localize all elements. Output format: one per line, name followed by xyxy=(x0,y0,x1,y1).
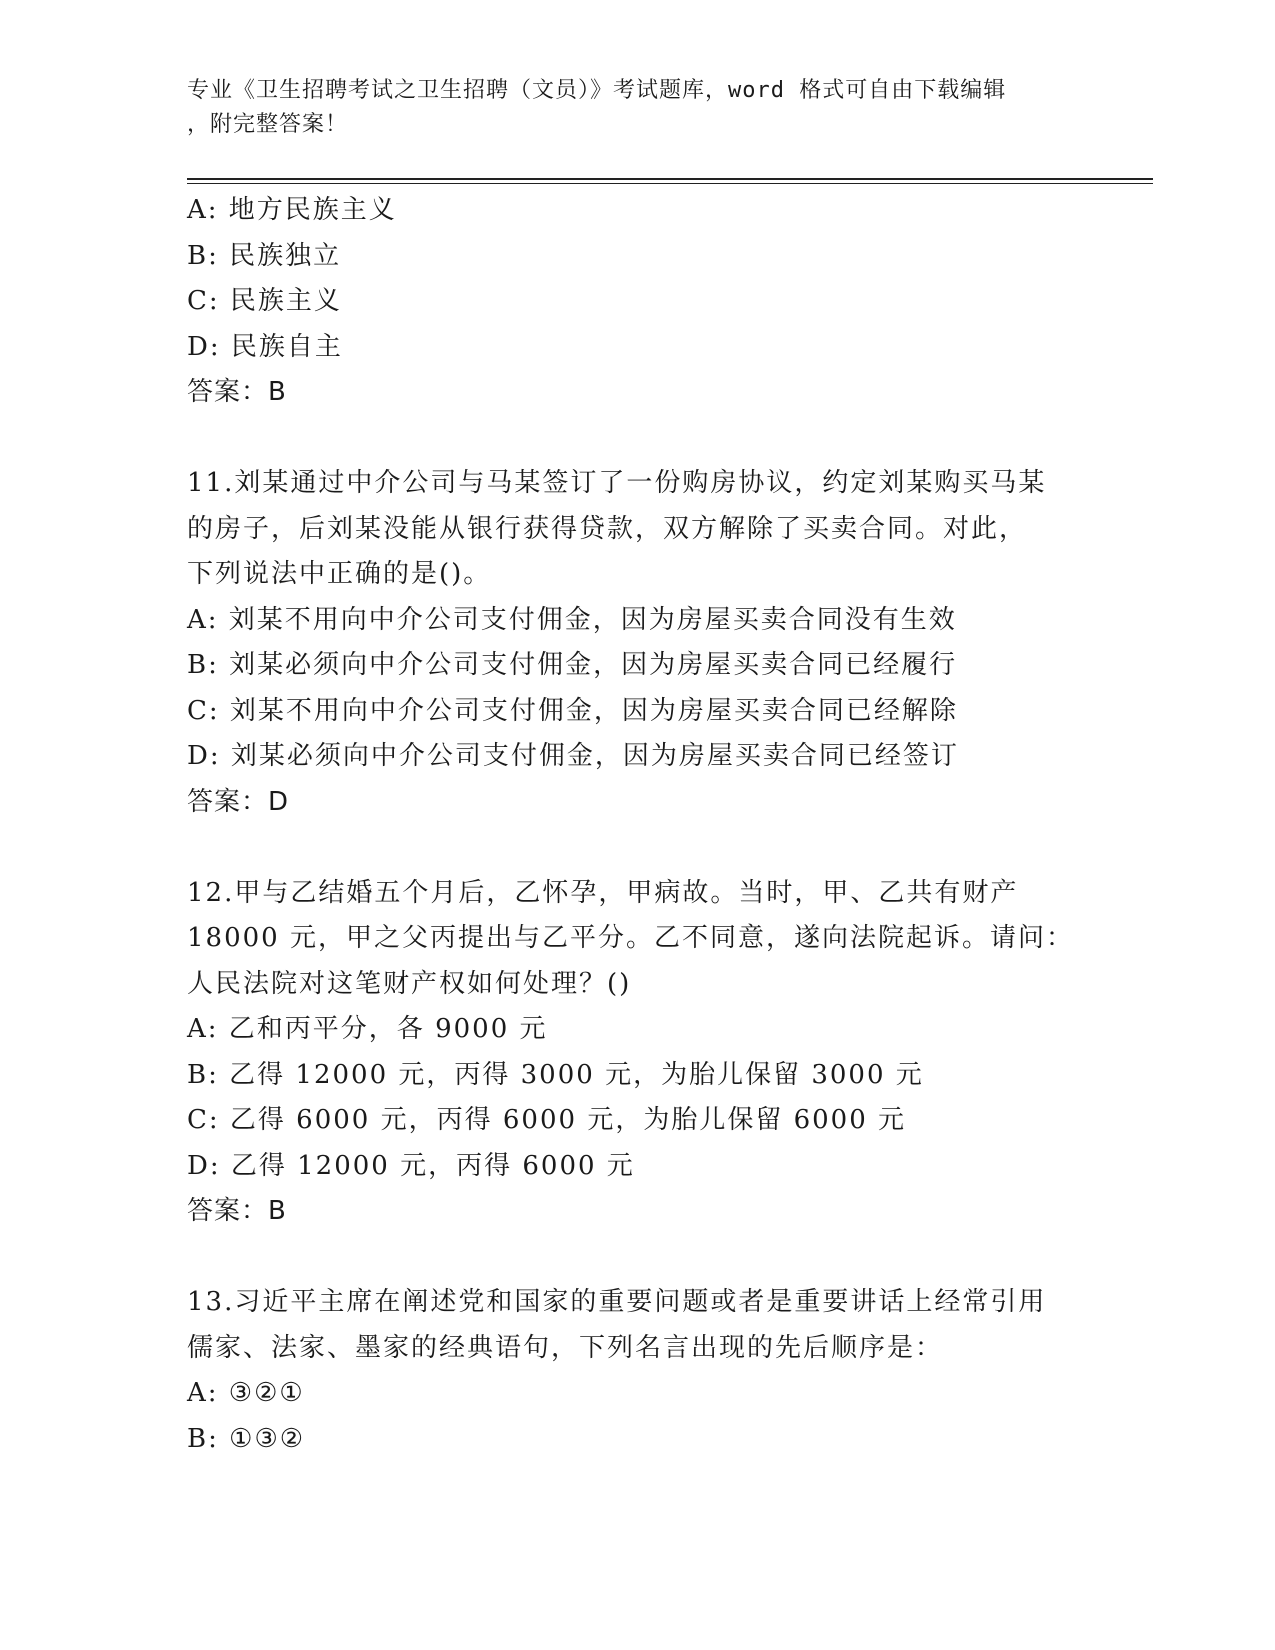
option-d: D: 刘某必须向中介公司支付佣金，因为房屋买卖合同已经签订 xyxy=(187,741,959,771)
option-b: B: 刘某必须向中介公司支付佣金，因为房屋买卖合同已经履行 xyxy=(187,650,958,680)
question-stem-line: 18000 元，甲之父丙提出与乙平分。乙不同意，遂向法院起诉。请问： xyxy=(187,923,1074,953)
question-stem-line: 11.刘某通过中介公司与马某签订了一份购房协议，约定刘某购买马某 xyxy=(187,468,1047,498)
header-divider xyxy=(187,178,1153,180)
question-12 xyxy=(187,871,1087,1235)
spacer xyxy=(187,825,1087,871)
option-c: C: 刘某不用向中介公司支付佣金，因为房屋买卖合同已经解除 xyxy=(187,695,958,726)
option-a: A: 地方民族主义 xyxy=(187,195,397,225)
option-b: B: 乙得 12000 元，丙得 3000 元，为胎儿保留 3000 元 xyxy=(187,1059,924,1090)
question-stem-line: 儒家、法家、墨家的经典语句，下列名言出现的先后顺序是： xyxy=(187,1332,944,1363)
question-stem-line: 人民法院对这笔财产权如何处理？() xyxy=(187,968,632,999)
question-stem-line: 的房子，后刘某没能从银行获得贷款，双方解除了买卖合同。对此， xyxy=(187,513,1028,544)
question-10 xyxy=(187,188,1087,416)
question-stem-line: 12.甲与乙结婚五个月后，乙怀孕，甲病故。当时，甲、乙共有财产 xyxy=(187,877,1019,908)
option-d: D: 民族自主 xyxy=(187,331,343,362)
option-a: A: 乙和丙平分，各 9000 元 xyxy=(187,1014,548,1044)
question-11 xyxy=(187,461,1087,825)
option-d: D: 乙得 12000 元，丙得 6000 元 xyxy=(187,1150,635,1181)
question-list xyxy=(187,188,1087,1462)
answer-line: 答案：D xyxy=(187,786,290,817)
question-13 xyxy=(187,1280,1087,1462)
option-c: C: 乙得 6000 元，丙得 6000 元，为胎儿保留 6000 元 xyxy=(187,1105,907,1135)
question-stem-line: 13.习近平主席在阐述党和国家的重要问题或者是重要讲话上经常引用 xyxy=(187,1287,1047,1317)
answer-line: 答案：B xyxy=(187,1196,287,1226)
option-a: A: 刘某不用向中介公司支付佣金，因为房屋买卖合同没有生效 xyxy=(187,604,957,635)
header-divider-thin xyxy=(187,183,1153,184)
spacer xyxy=(187,416,1087,462)
document-header xyxy=(187,74,1087,142)
option-a: A: ③②① xyxy=(187,1378,305,1408)
header-line-2: ，附完整答案！ xyxy=(187,112,349,137)
option-b: B: 民族独立 xyxy=(187,240,342,271)
option-c: C: 民族主义 xyxy=(187,286,342,316)
header-line-1: 专业《卫生招聘考试之卫生招聘（文员）》考试题库，word 格式可自由下载编辑 xyxy=(187,78,1007,103)
spacer xyxy=(187,1235,1087,1281)
question-stem-line: 下列说法中正确的是()。 xyxy=(187,559,492,589)
option-b: B: ①③② xyxy=(187,1423,306,1454)
answer-line: 答案：B xyxy=(187,377,287,407)
